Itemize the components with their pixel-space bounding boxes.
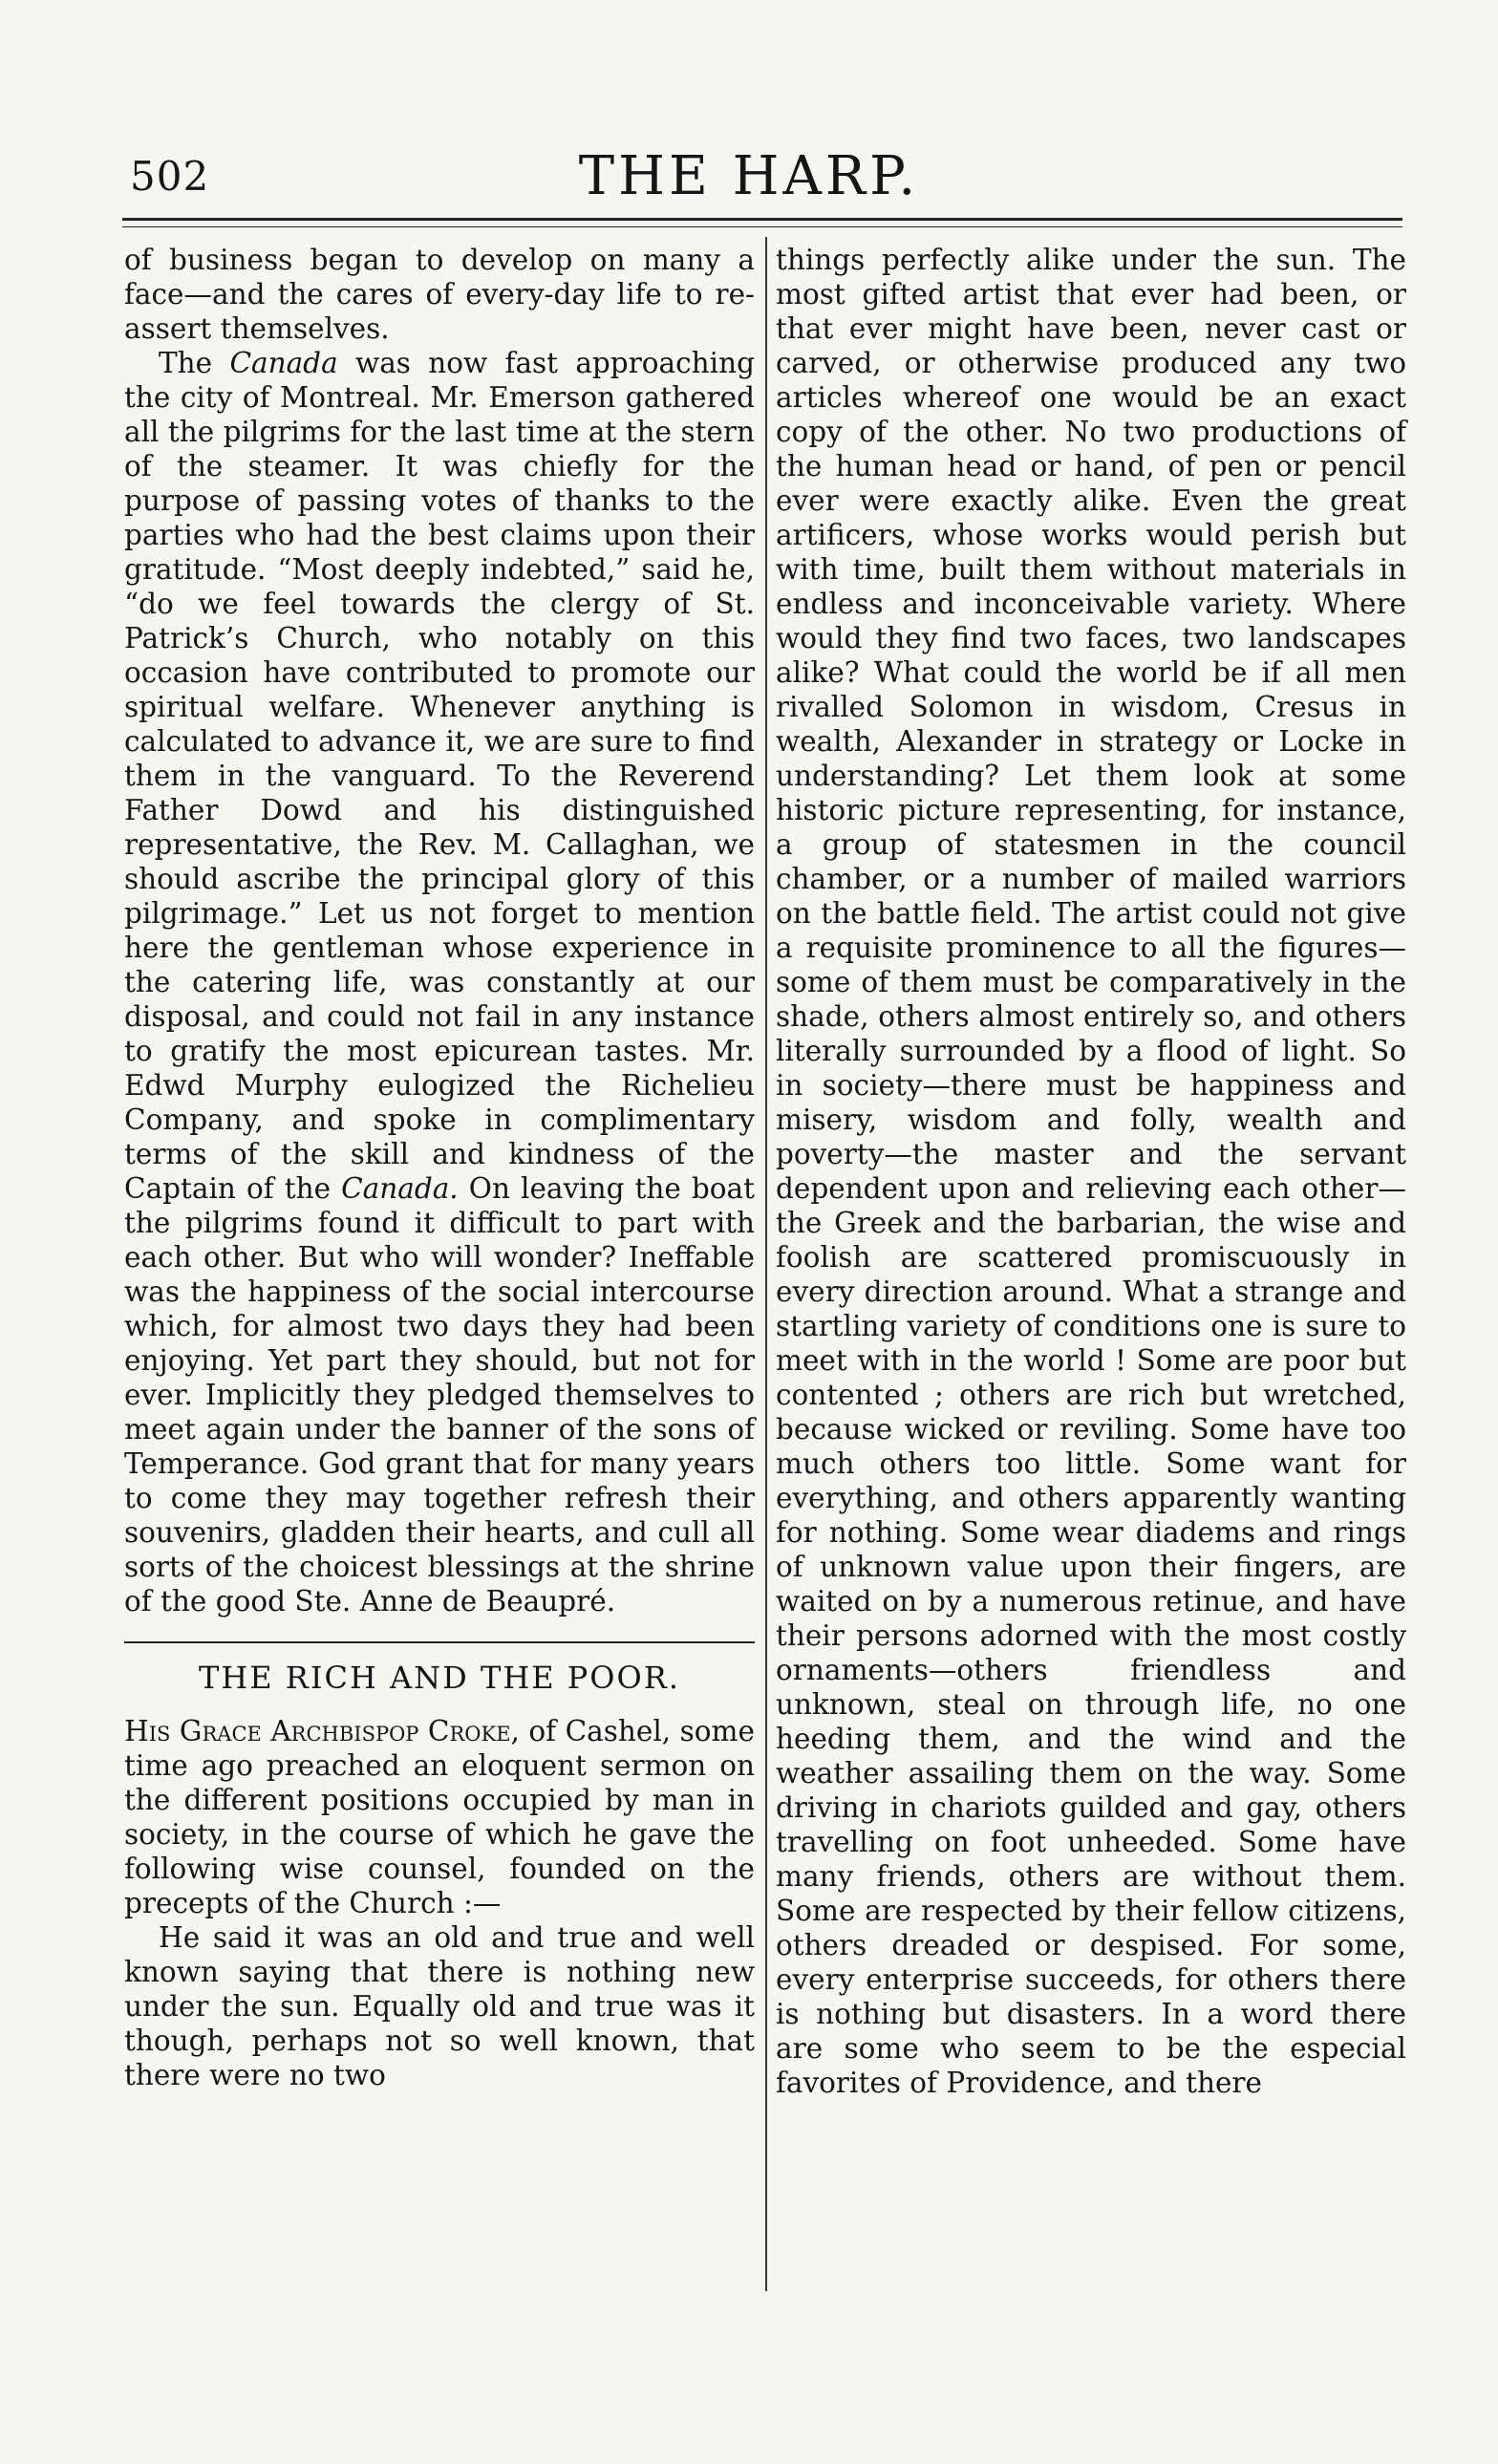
text-run: was now fast approaching the city of Montreal. Mr. Emerson gathered all the pilgrims for the last time at the stern of the steamer. It was chiefly for the purpose of passing votes of thanks to the parties who had the best claims upon their gratitude. “Most deeply indebted,” said he, “do we feel towards the clergy of St. Patrick’s Church, who notably on this occasion have contributed to promote our spiritual welfare. Whenever anything is calculated to advance it, we are sure to find them in the vanguard. To the Reverend Father Dowd and his distinguished representative, the Rev. M. Callaghan, we should ascribe the principal glory of this pilgrimage.” Let us not forget to mention here the gentleman whose experience in the catering life, was constantly at our disposal, and could not fail in any instance to gratify the most epicurean tastes. Mr. Edwd Murphy eulogized the Richelieu Company, and spoke in complimentary terms of the skill and kindness of the Captain of the (124, 347, 755, 1205)
paragraph: He said it was an old and true and well known saying that there is nothing new under the sun. Equally old and true was it though, perhaps not so well known, that there were no two (124, 1921, 755, 2091)
left-column (124, 243, 755, 2092)
running-title: THE HARP. (578, 145, 920, 207)
paragraph: things perfectly alike under the sun. The most gifted artist that ever had been, or that ever might have been, never cast or carved, or otherwise produced any two articles whereof one would be an exact copy of the other. No two productions of the human head or hand, of pen or pencil ever were exactly alike. Even the great artificers, whose works would perish but with time, built them without materials in endless and inconceivable variety. Where would they find two faces, two landscapes alike? What could the world be if all men rivalled Solomon in wisdom, Cresus in wealth, Alexander in strategy or Locke in understanding? Let them look at some historic picture representing, for instance, a group of statesmen in the council chamber, or a number of mailed warriors on the battle field. The artist could not give a requisite prominence to all the figures—some of them must be comparatively in the shade, others almost entirely so, and others literally surrounded by a flood of light. So in society—there must be happiness and misery, wisdom and folly, wealth and poverty—the master and the servant dependent upon and relieving each other—the Greek and the barbarian, the wise and foolish are scattered promiscuously in every direction around. What a strange and startling variety of conditions one is sure to meet with in the world ! Some are poor but contented ; others are rich but wretched, because wicked or reviling. Some have too much others too little. Some want for everything, and others apparently wanting for nothing. Some wear diadems and rings of unknown value upon their fingers, are waited on by a numerous retinue, and have their persons adorned with the most costly ornaments—others friendless and unknown, steal on through life, no one heeding them, and the wind and the weather assailing them on the way. Some driving in chariots guilded and gay, others travelling on foot unheeded. Some have many friends, others are without them. Some are respected by their fellow citizens, others dreaded or despised. For some, every enterprise succeeds, for others there is nothing but disasters. In a word there are some who seem to be the especial favorites of Providence, and there (776, 244, 1406, 2099)
text-run: On leaving the boat the pilgrims found it difficult to part with each other. But who will wonder? Ineffable was the happiness of the social intercourse which, for almost two days they had been enjoying. Yet part they should, but not for ever. Implicitly they pledged themselves to meet again under the banner of the sons of Temperance. God grant that for many years to come they may together refresh their souvenirs, gladden their hearts, and cull all sorts of the choicest blessings at the shrine of the good Ste. Anne de Beaupré. (124, 1172, 755, 1618)
column-divider (765, 237, 767, 2291)
lead-in: His Grace Archbispop Croke, (124, 1715, 520, 1747)
header-rule (122, 218, 1402, 227)
ship-name: Canada (229, 347, 338, 379)
paragraph (124, 346, 755, 1618)
page-number: 502 (130, 153, 210, 200)
text-run: The (159, 347, 230, 379)
right-column (776, 243, 1406, 2100)
section-heading: THE RICH AND THE POOR. (198, 1660, 681, 1696)
section-rule (124, 1641, 755, 1643)
paragraph: of business began to develop on many a face—and the cares of every-day life to re-assert themselves. (124, 244, 755, 345)
text-run: of Cashel, some time ago preached an eloquent sermon on the different positions occupied by man in society, in the course of which he gave the following wise counsel, founded on the precepts of the Church :— (124, 1715, 755, 1919)
ship-name: Canada. (341, 1172, 459, 1205)
paragraph (124, 1714, 755, 1920)
